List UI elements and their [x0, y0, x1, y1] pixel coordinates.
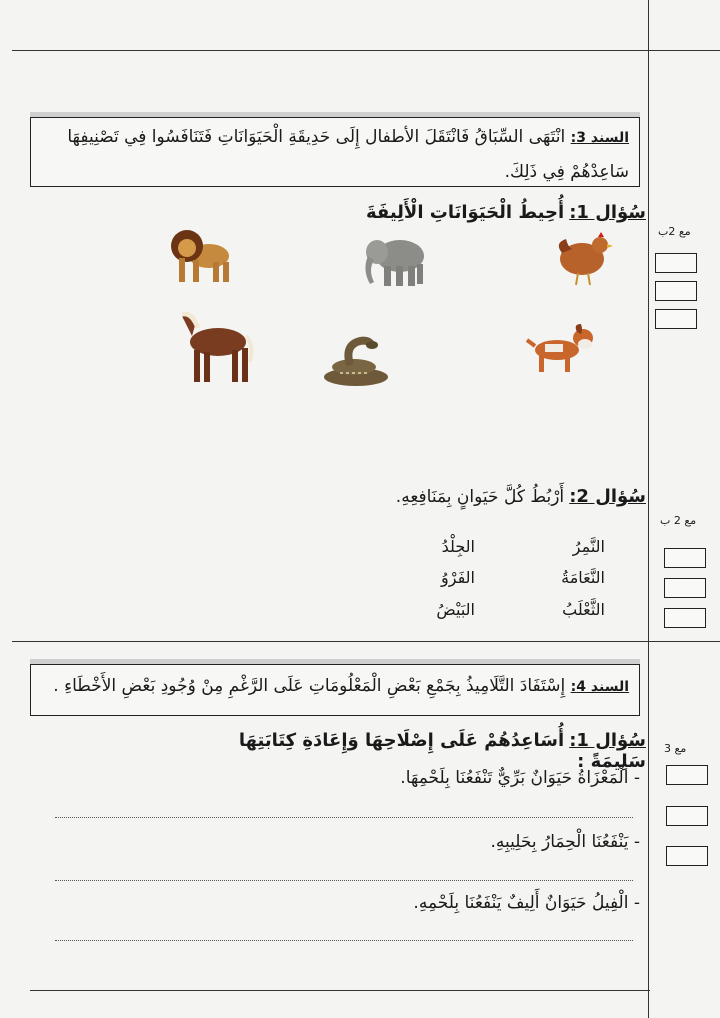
q1-score-box-2[interactable]	[655, 281, 697, 301]
q1-score-box-3[interactable]	[655, 309, 697, 329]
section4-box	[30, 664, 640, 716]
snake-image[interactable]	[320, 327, 392, 389]
lion-image[interactable]	[165, 222, 235, 286]
q2-label: سُؤال 2:	[569, 486, 646, 507]
answer-line-2[interactable]	[55, 880, 633, 881]
dog-image[interactable]	[525, 322, 603, 374]
q1-text: أُحِيطُ الْحَيَوَانَاتِ الْأَلِيفَةَ	[365, 202, 565, 223]
top-rule	[12, 50, 720, 51]
section4-text: إِسْتَفَادَ التَّلَامِيذُ بِجَمْعِ بَعْضِ الْمَعْلُومَاتِ عَلَى الرَّغْمِ مِنْ وُجُودِ بَعْضِ الأَخْطَاءِ .	[53, 676, 566, 696]
horse-image[interactable]	[170, 312, 254, 386]
margin-rule	[648, 0, 649, 1018]
section3-label: السند 3:	[570, 130, 629, 146]
q1-criterion: مع 2ب	[658, 225, 691, 238]
q2-score-box-2[interactable]	[664, 578, 706, 598]
q1-score-box-1[interactable]	[655, 253, 697, 273]
hen-image[interactable]	[552, 225, 614, 287]
error-sentence-2: - يَنْفَعُنَا الْحِمَارُ بِحَلِيبِهِ.	[490, 832, 640, 852]
match-animal-3[interactable]: الثَّعْلَبُ	[562, 600, 605, 619]
section4-label: السند 4:	[570, 679, 629, 695]
elephant-image[interactable]	[362, 232, 432, 288]
section3-text: انْتَهَى السِّبَاقُ فَانْتَقَلَ الأطفال إِلَى حَدِيقَةِ الْحَيَوَانَاتِ فَتَنَافَسُوا فِي تَصْنِيفِهَا سَاعِدْهُمْ فِي ذَلِكَ.	[67, 127, 629, 182]
match-animal-2[interactable]: النَّعَامَةُ	[561, 568, 605, 587]
q2-score-box-3[interactable]	[664, 608, 706, 628]
q3-criterion: مع 3	[664, 742, 687, 755]
q3-header	[186, 730, 646, 772]
q3-score-box-2[interactable]	[666, 806, 708, 826]
q2-text: أَرْبُطُ كُلَّ حَيَوانٍ بِمَنَافِعِهِ.	[395, 487, 565, 507]
q3-text: أُسَاعِدُهُمْ عَلَى إِصْلَاحِهَا وَإِعَادَةِ كِتَابَتِهَا سَلِيمَةً :	[238, 730, 646, 772]
q1-header	[246, 202, 646, 223]
section3-box	[30, 117, 640, 187]
error-sentence-1: - الْمَعْزَاةُ حَيَوَانٌ بَرِّيٌّ تَنْفَعُنَا بِلَحْمِهَا.	[400, 768, 640, 788]
match-benefit-1[interactable]: الجِلْدُ	[441, 537, 475, 556]
q2-score-box-1[interactable]	[664, 548, 706, 568]
answer-line-3[interactable]	[55, 940, 633, 941]
match-animal-1[interactable]: النَّمِرُ	[572, 537, 605, 556]
match-benefit-3[interactable]: البَيْضُ	[436, 600, 475, 619]
match-benefit-2[interactable]: الفَرْوُ	[441, 568, 475, 587]
q2-header	[246, 486, 646, 507]
q2-criterion: مع 2 ب	[660, 514, 697, 527]
q3-score-box-3[interactable]	[666, 846, 708, 866]
bottom-rule	[30, 990, 650, 991]
q3-label: سُؤال 1:	[569, 730, 646, 751]
error-sentence-3: - الْفِيلُ حَيَوَانٌ أَلِيفٌ يَنْفَعُنَا بِلَحْمِهِ.	[413, 893, 640, 913]
section-divider	[12, 641, 720, 642]
q3-score-box-1[interactable]	[666, 765, 708, 785]
q1-label: سُؤال 1:	[569, 202, 646, 223]
answer-line-1[interactable]	[55, 817, 633, 818]
